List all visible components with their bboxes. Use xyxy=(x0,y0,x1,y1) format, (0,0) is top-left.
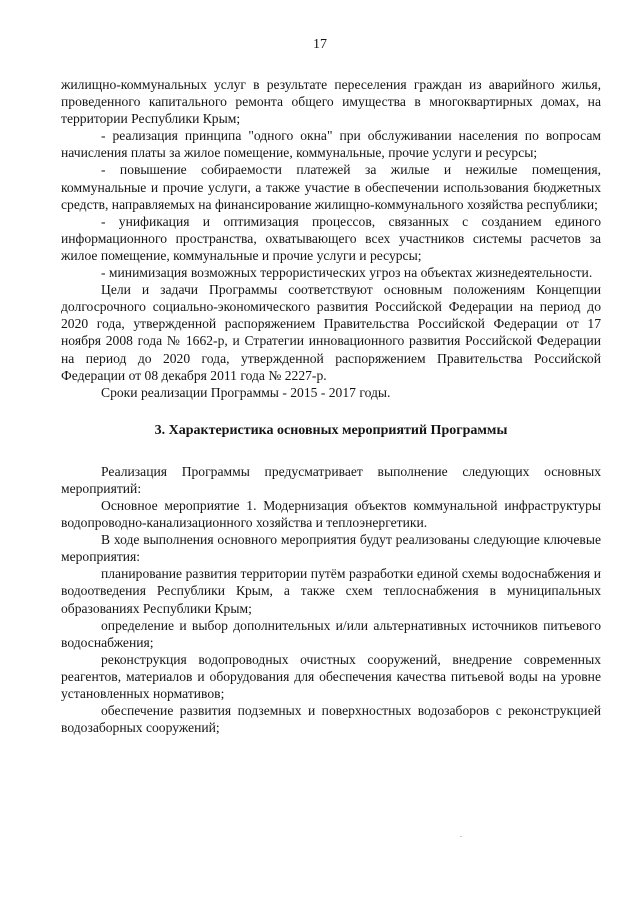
activity-water-intake-development: обеспечение развития подземных и поверхностных водозаборов с реконструкцией водозаборных сооружений; xyxy=(61,703,601,736)
list-item-threat-minimization: - минимизация возможных террористических угроз на объектах жизнедеятельности. xyxy=(101,265,593,281)
list-item-payment-collection: - повышение собираемости платежей за жилые и нежилые помещения, коммунальные и прочие услуги, а также участие в обеспечении использования бюджетных средств, направляемых на финансирование жилищно-коммунального хозяйства республики; xyxy=(61,162,601,212)
activity-territory-planning: планирование развития территории путём разработки единой схемы водоснабжения и водоотведения Республики Крым, а также схем теплоснабжения в муниципальных образованиях Республики Крым; xyxy=(61,566,601,616)
list-item-process-unification: - унификация и оптимизация процессов, связанных с созданием единого информационного пространства, охватывающего всех участников системы расчетов за жилое помещение, коммунальные и прочие услуги и ресурсы; xyxy=(61,213,601,263)
paragraph-key-activities-intro: В ходе выполнения основного мероприятия будут реализованы следующие ключевые мероприятия: xyxy=(61,532,601,565)
page-number: 17 xyxy=(313,37,327,52)
list-item-one-window: - реализация принципа "одного окна" при обслуживании населения по вопросам начисления платы за жилое помещение, коммунальные, прочие услуги и ресурсы; xyxy=(61,128,601,161)
paragraph-continuation: жилищно-коммунальных услуг в результате переселения граждан из аварийного жилья, проведенного капитального ремонта общего имущества в многоквартирных домах, на территории Республики Крым; xyxy=(61,77,601,127)
paragraph-goals-concept: Цели и задачи Программы соответствуют основным положениям Концепции долгосрочного социально-экономического развития Российской Федерации на период до 2020 года, утвержденной распоряжением Правительства Российской Федерации от 17 ноября 2008 года № 1662-р, и Стратегии инновационного развития Российской Федерации на период до 2020 года, утвержденной распоряжением Правительства Российской Федерации от 08 декабря 2011 года № 2227-р. xyxy=(61,282,601,383)
page-body xyxy=(61,76,601,736)
activity-alternative-sources: определение и выбор дополнительных и/или альтернативных источников питьевого водоснабжения; xyxy=(61,617,601,650)
paragraph-main-activity-1: Основное мероприятие 1. Модернизация объектов коммунальной инфраструктуры водопроводно-канализационного хозяйства и теплоэнергетики. xyxy=(61,497,601,531)
section-heading: 3. Характеристика основных мероприятий Программы xyxy=(154,422,508,438)
activity-treatment-reconstruction: реконструкция водопроводных очистных сооружений, внедрение современных реагентов, материалов и оборудования для обеспечения качества питьевой воды на уровне установленных нормативов; xyxy=(61,651,601,701)
paragraph-program-period: Сроки реализации Программы - 2015 - 2017 годы. xyxy=(101,384,391,400)
paragraph-program-implementation: Реализация Программы предусматривает выполнение следующих основных мероприятий: xyxy=(61,463,601,496)
scan-speck xyxy=(460,836,462,837)
